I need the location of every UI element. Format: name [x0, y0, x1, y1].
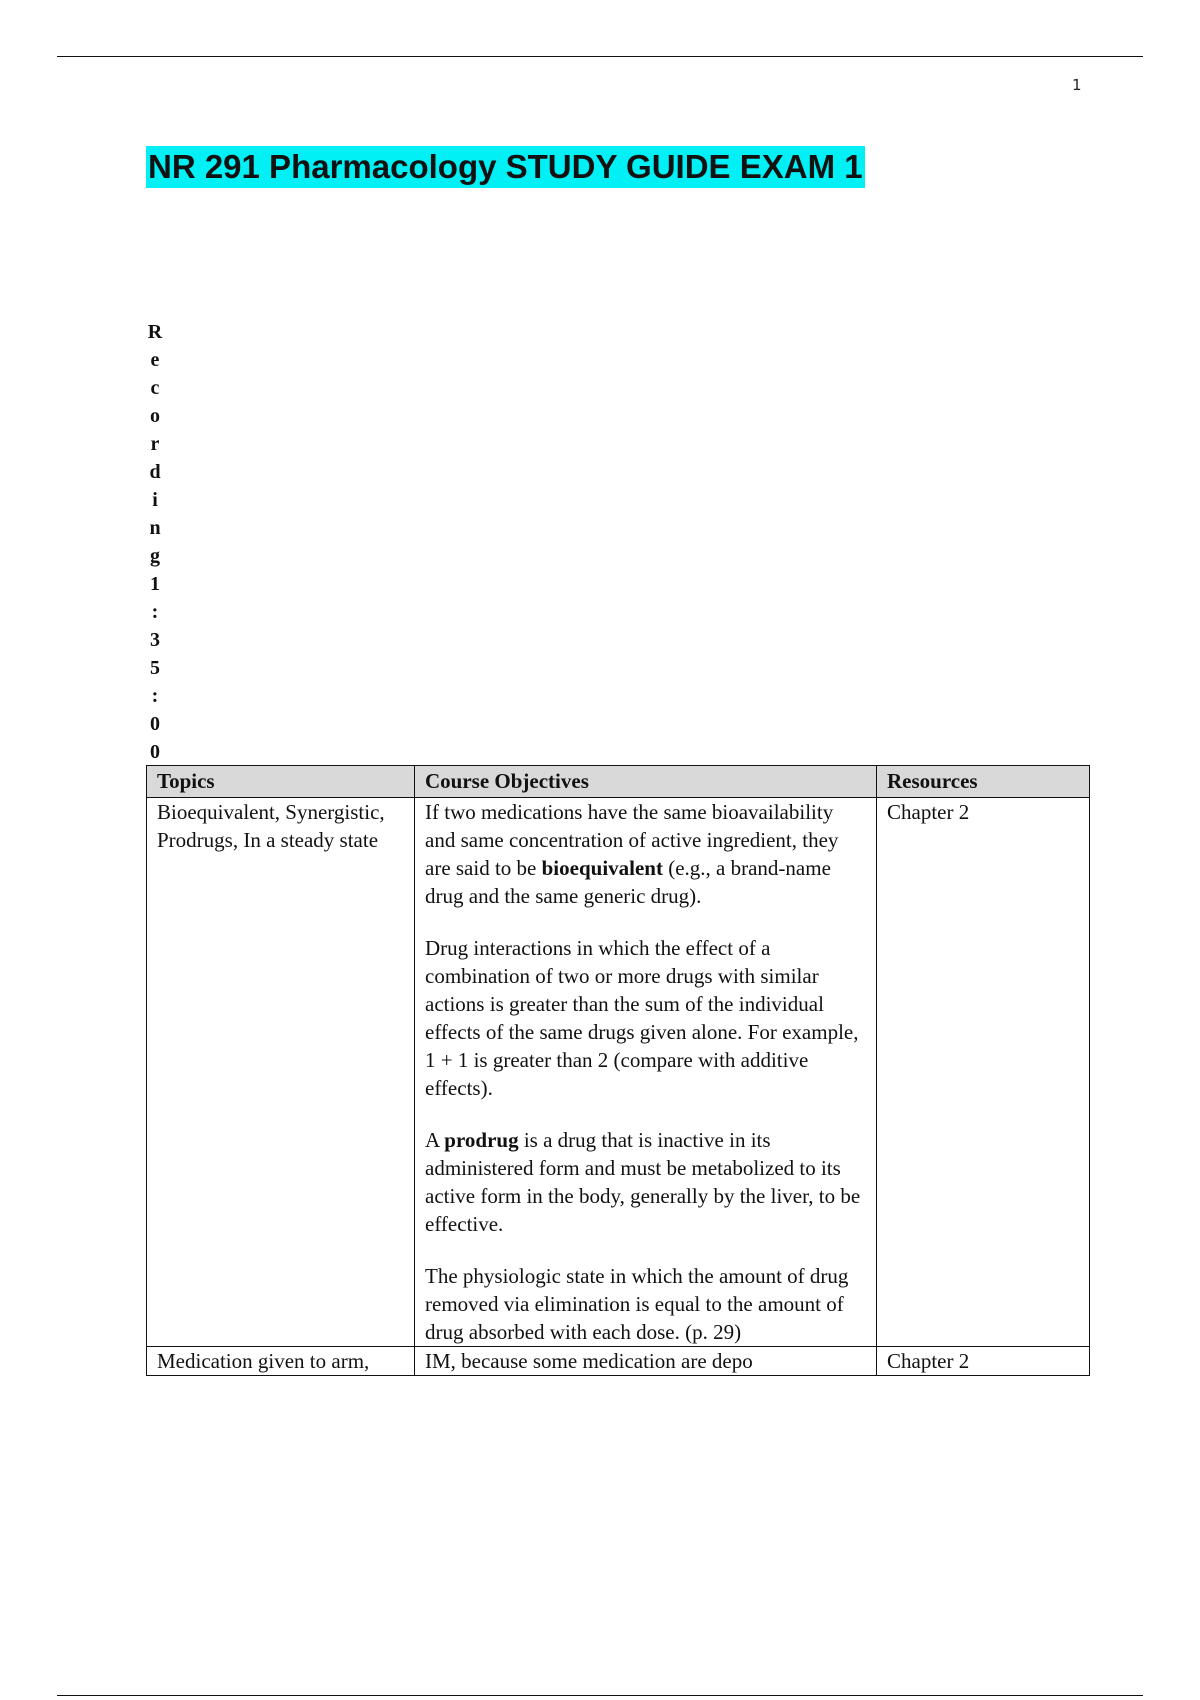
recording-label-char: 0	[150, 713, 160, 735]
recording-label-char: R	[147, 321, 163, 343]
page-number: 1	[1072, 76, 1082, 94]
resource-text: Chapter 2	[887, 1349, 970, 1373]
recording-label-char: :	[151, 685, 159, 707]
recording-label-char: r	[150, 433, 160, 455]
recording-label-char: o	[150, 405, 160, 427]
table-row	[147, 798, 1090, 1347]
recording-label-char: 0	[150, 741, 160, 763]
column-header-course-objectives: Course Objectives	[415, 766, 877, 798]
study-guide-table	[146, 765, 1090, 1376]
objective-prodrug	[425, 1126, 866, 1238]
term-bioequivalent: bioequivalent	[541, 856, 663, 880]
objective-steady-state: The physiologic state in which the amount of drug removed via elimination is equal to the amount of drug absorbed with each dose. (p. 29)	[425, 1264, 849, 1344]
objective-bioequivalent-text: If two medications have the same bioavailability and same concentration of active ingredient, they are said to be	[425, 800, 839, 880]
recording-label-char: 5	[150, 657, 160, 679]
recording-label-char: n	[149, 517, 161, 539]
objectives-cell	[415, 798, 877, 1347]
table-header-row	[147, 766, 1090, 798]
objective-prodrug-text: is a drug that is inactive in its administered form and must be metabolized to its active form in the body, generally by the liver, to be effective.	[425, 1128, 861, 1236]
recording-label-char: 3	[150, 629, 160, 651]
objective-bioequivalent-example: (e.g., a brand-name drug and the same generic drug).	[425, 856, 831, 908]
resource-text: Chapter 2	[887, 800, 970, 824]
recording-label-char: d	[149, 461, 161, 483]
top-rule	[57, 56, 1143, 57]
objective-text: IM, because some medication are depo	[425, 1349, 753, 1373]
topic-text: Bioequivalent, Synergistic, Prodrugs, In a steady state	[157, 800, 385, 852]
column-header-resources: Resources	[877, 766, 1090, 798]
topic-cell	[147, 798, 415, 1347]
objectives-cell	[415, 1347, 877, 1376]
table-row	[147, 1347, 1090, 1376]
resource-cell	[877, 1347, 1090, 1376]
recording-label-char: 1	[150, 573, 160, 595]
recording-label-char: c	[150, 377, 160, 399]
topic-text: Medication given to arm,	[157, 1349, 370, 1373]
objective-bioequivalent	[425, 798, 866, 910]
recording-label-char: i	[152, 489, 158, 511]
document-title: NR 291 Pharmacology STUDY GUIDE EXAM 1	[146, 146, 865, 188]
resource-cell	[877, 798, 1090, 1347]
topic-cell	[147, 1347, 415, 1376]
recording-time-label	[145, 318, 165, 766]
recording-label-char: :	[151, 601, 159, 623]
column-header-topics: Topics	[147, 766, 415, 798]
objective-synergistic: Drug interactions in which the effect of a combination of two or more drugs with similar actions is greater than the sum of the individual effects of the same drugs given alone. For example, 1 + 1 is greater than 2 (compare with additive effects).	[425, 936, 859, 1100]
recording-label-char: g	[150, 545, 160, 567]
term-prodrug: prodrug	[444, 1128, 519, 1152]
recording-label-char: e	[150, 349, 160, 371]
bottom-rule	[57, 1695, 1143, 1696]
objective-prodrug-article: A	[425, 1128, 440, 1152]
